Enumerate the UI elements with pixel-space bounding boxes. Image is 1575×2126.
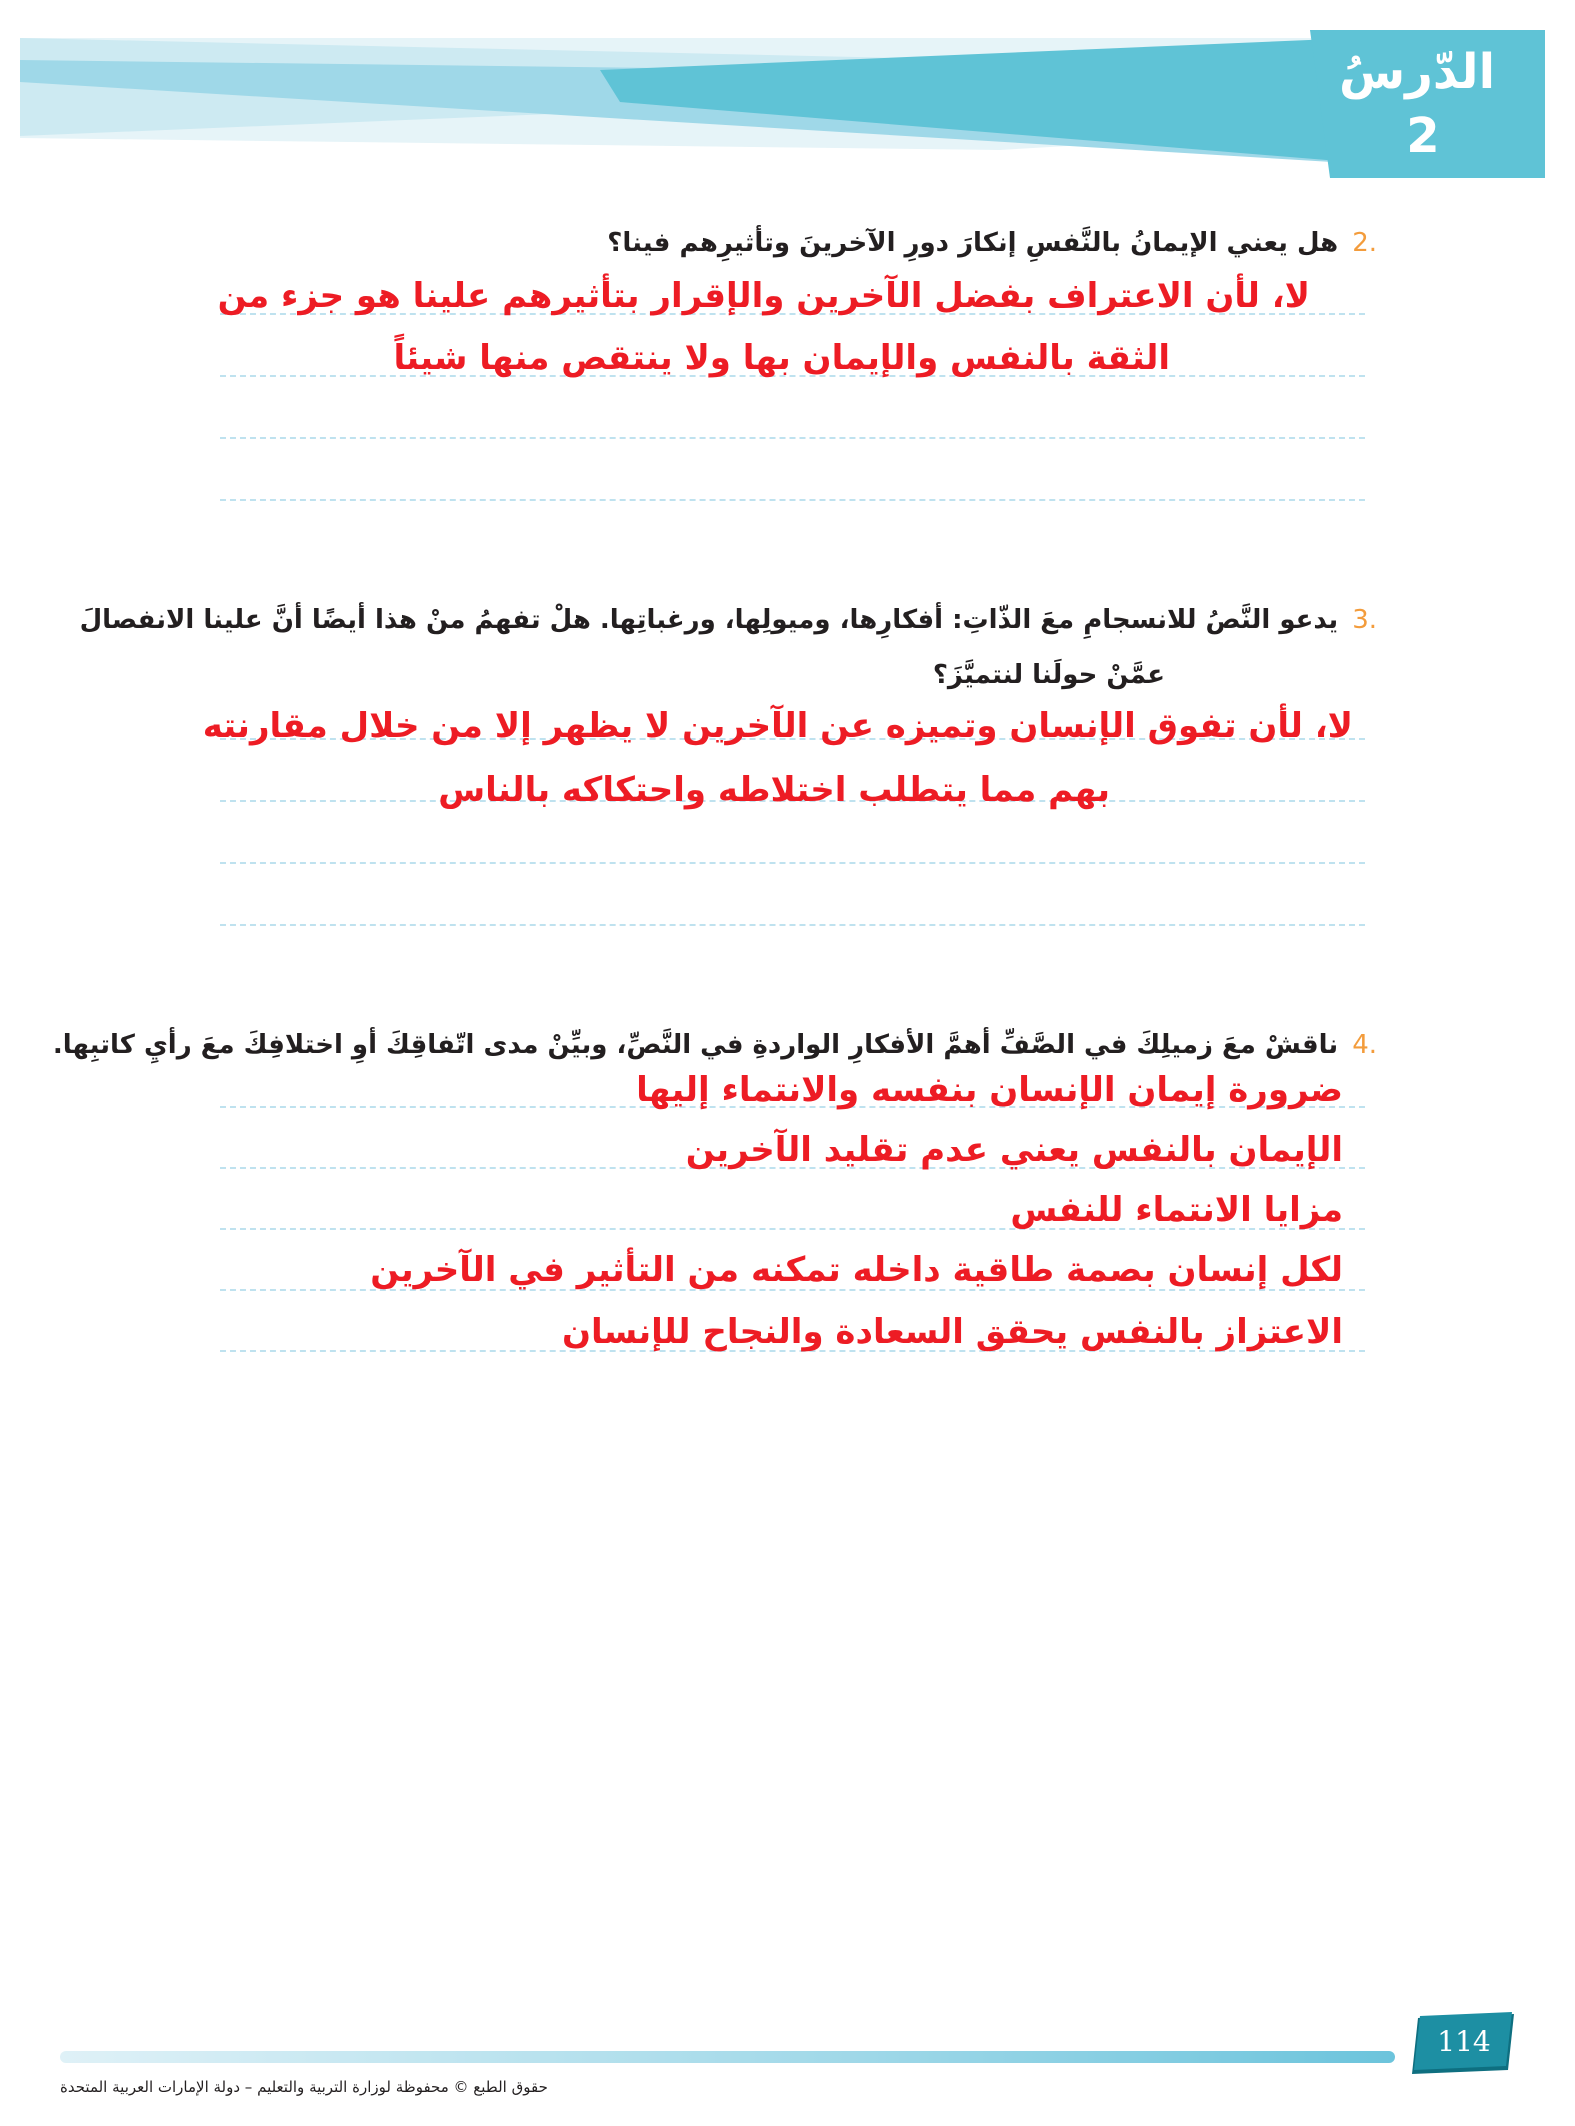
question-4-text: ناقشْ معَ زميلِكَ في الصَّفِّ أهمَّ الأفكارِ الواردةِ في النَّصِّ، وبيِّنْ مدى اتّفاقِكَ أوِ اختلافِكَ معَ رأيِ كاتبِها. — [52, 1030, 1339, 1060]
lesson-label: الدّرسُ — [1338, 44, 1496, 100]
question-3-text: يدعو النَّصُ للانسجامِ معَ الذّاتِ: أفكارِها، وميولِها، ورغباتِها. هلْ تفهمُ منْ هذا أيضًا أنَّ علينا الانفصالَ — [79, 605, 1339, 635]
question-3-answer-line: بهم مما يتطلب اختلاطه واحتكاكه بالناس — [438, 770, 1110, 810]
question-2-answer-line: الثقة بالنفس والإيمان بها ولا ينتقص منها شيئاً — [393, 338, 1170, 378]
question-4-answer-line: الإيمان بالنفس يعني عدم تقليد الآخرين — [685, 1130, 1343, 1170]
answer-rule — [220, 499, 1365, 501]
question-2-text: هل يعني الإيمانُ بالنَّفسِ إنكارَ دورِ الآخرينَ وتأثيرِهم فينا؟ — [607, 228, 1339, 258]
lesson-number: 2 — [1406, 108, 1440, 164]
question-2-number: .2 — [1352, 228, 1377, 258]
question-3-answer-line: لا، لأن تفوق الإنسان وتميزه عن الآخرين لا يظهر إلا من خلال مقارنته — [202, 706, 1353, 746]
question-4-number: .4 — [1352, 1030, 1377, 1060]
answer-rule — [220, 437, 1365, 439]
question-3-number: .3 — [1352, 605, 1377, 635]
question-2-answer-line: لا، لأن الاعتراف بفضل الآخرين والإقرار بتأثيرهم علينا هو جزء من — [217, 276, 1310, 316]
answer-rule — [220, 924, 1365, 926]
question-2 — [607, 228, 1377, 258]
copyright-notice: حقوق الطبع © محفوظة لوزارة التربية والتعليم – دولة الإمارات العربية المتحدة — [60, 2078, 548, 2096]
question-4-answer-line: ضرورة إيمان الإنسان بنفسه والانتماء إليها — [636, 1070, 1343, 1110]
question-4-answer-line: الاعتزاز بالنفس يحقق السعادة والنجاح للإنسان — [561, 1312, 1343, 1352]
question-4 — [53, 1030, 1377, 1060]
header-band-shapes — [0, 0, 1575, 210]
question-4-answer-line: مزايا الانتماء للنفس — [1010, 1190, 1343, 1230]
question-3-line-2: عمَّنْ حولَنا لنتميَّزَ؟ — [932, 660, 1165, 690]
page-number: 114 — [1437, 2025, 1491, 2058]
answer-rule — [220, 862, 1365, 864]
question-4-answer-line: لكل إنسان بصمة طاقية داخله تمكنه من التأثير في الآخرين — [370, 1250, 1343, 1290]
question-3-line-1 — [80, 605, 1377, 635]
lesson-header-band — [0, 0, 1575, 210]
footer-bar — [60, 2051, 1395, 2063]
